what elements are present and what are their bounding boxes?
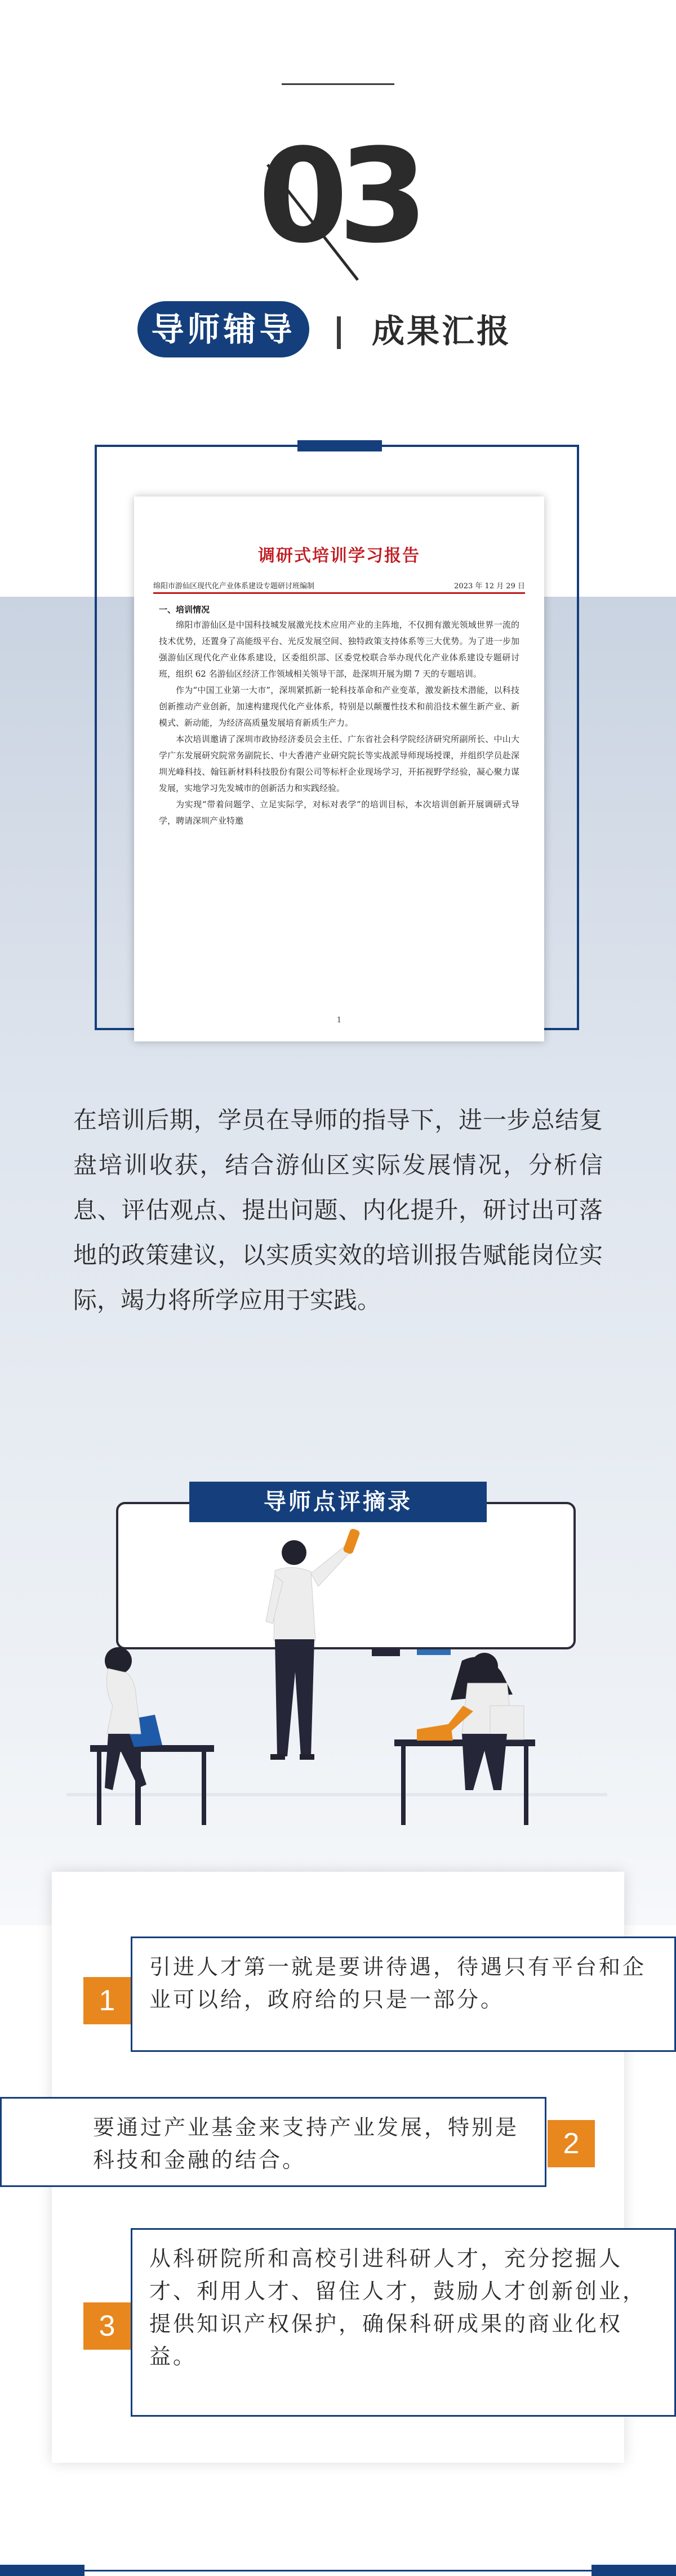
footer-bar-right [592,2565,676,2576]
quote-box-2 [0,2097,546,2187]
report-rule [153,592,525,594]
footer-bar-left [0,2565,84,2576]
quote-number-2: 2 [548,2120,595,2167]
review-title: 导师点评摘录 [189,1482,487,1522]
report-page-number: 1 [336,1016,342,1025]
report-title: 调研式培训学习报告 [258,546,420,566]
teacher-figure [266,1528,361,1760]
top-divider [282,83,394,85]
section-number: 03 [257,122,419,272]
description-text: 在培训后期，学员在导师的指导下，进一步总结复盘培训收获，结合游仙区实际发展情况，分析信息、评估观点、提出问题、内化提升，研讨出可落地的政策建议，以实质实效的培训报告赋能岗位实际，竭力将所学应用于实践。 [73,1106,603,1314]
board-eraser [372,1648,400,1656]
section-subtitle: 成果汇报 [372,312,512,350]
quote-box-3 [131,2228,676,2417]
report-date: 2023 年 12 月 29 日 [454,582,525,591]
right-student [394,1653,535,1825]
report-paragraph: 绵阳市游仙区是中国科技城发展激光技术应用产业的主阵地，不仅拥有激光领域世界一流的技术优势，还置身了高能级平台、光反发展空间、独特政策支持体系等三大优势。为了进一步加强游仙区现代化产业体系建设，区委组织部、区委党校联合举办现代化产业体系建设专题研讨班，组织 62 名游仙区经济工作领域相关领导干部，赴深圳开展为期 7 天的专题培训。 [159,620,519,679]
quote-text: 从科研院所和高校引进科研人才，充分挖掘人才、利用人才、留住人才，鼓励人才创新创业，提供知识产权保护，确保科研成果的商业化权益。 [149,2246,647,2369]
report-body [159,617,519,829]
left-student [90,1647,214,1825]
quote-box-1 [131,1937,676,2052]
frame-tab [297,440,382,451]
quote-number-3: 3 [83,2302,131,2350]
quote-text: 要通过产业基金来支持产业发展，特别是科技和金融的结合。 [93,2115,519,2172]
report-document [134,497,544,1041]
quote-text: 引进人才第一就是要讲待遇，待遇只有平台和企业可以给，政府给的只是一部分。 [149,1955,647,2012]
report-paragraph: 本次培训邀请了深圳市政协经济委员会主任、广东省社会科学院经济研究所副所长、中山大学广东发展研究院常务副院长、中大香港产业研究院长等实战派导师现场授课，并组织学员赴深圳光峰科技、翰钰新材料科技股份有限公司等标杆企业现场学习，开拓视野学经验，凝心聚力谋发展，实地学习先发城市的创新活力和实践经验。 [159,734,519,793]
report-section-heading: 一、培训情况 [159,605,210,615]
section-badge: 导师辅导 [137,301,309,357]
title-separator [337,316,341,349]
report-meta [153,580,525,591]
report-org: 绵阳市游仙区现代化产业体系建设专题研讨班编制 [153,582,315,591]
footer-line [84,2570,592,2571]
report-paragraph: 为实现“带着问题学、立足实际学，对标对表学”的培训目标，本次培训创新开展调研式导学，聘请深圳产业特邀 [159,799,519,826]
quote-number-1: 1 [83,1977,131,2024]
classroom-illustration [56,1520,620,1869]
board-marker [417,1649,451,1655]
report-paragraph: 作为“中国工业第一大市”，深圳紧抓新一轮科技革命和产业变革，激发新技术潜能，以科技创新推动产业创新，加速构建现代化产业体系，特别是以颠覆性技术和前沿技术催生新产业、新模式、新动能，为经济高质量发展培育新质生产力。 [159,685,519,728]
